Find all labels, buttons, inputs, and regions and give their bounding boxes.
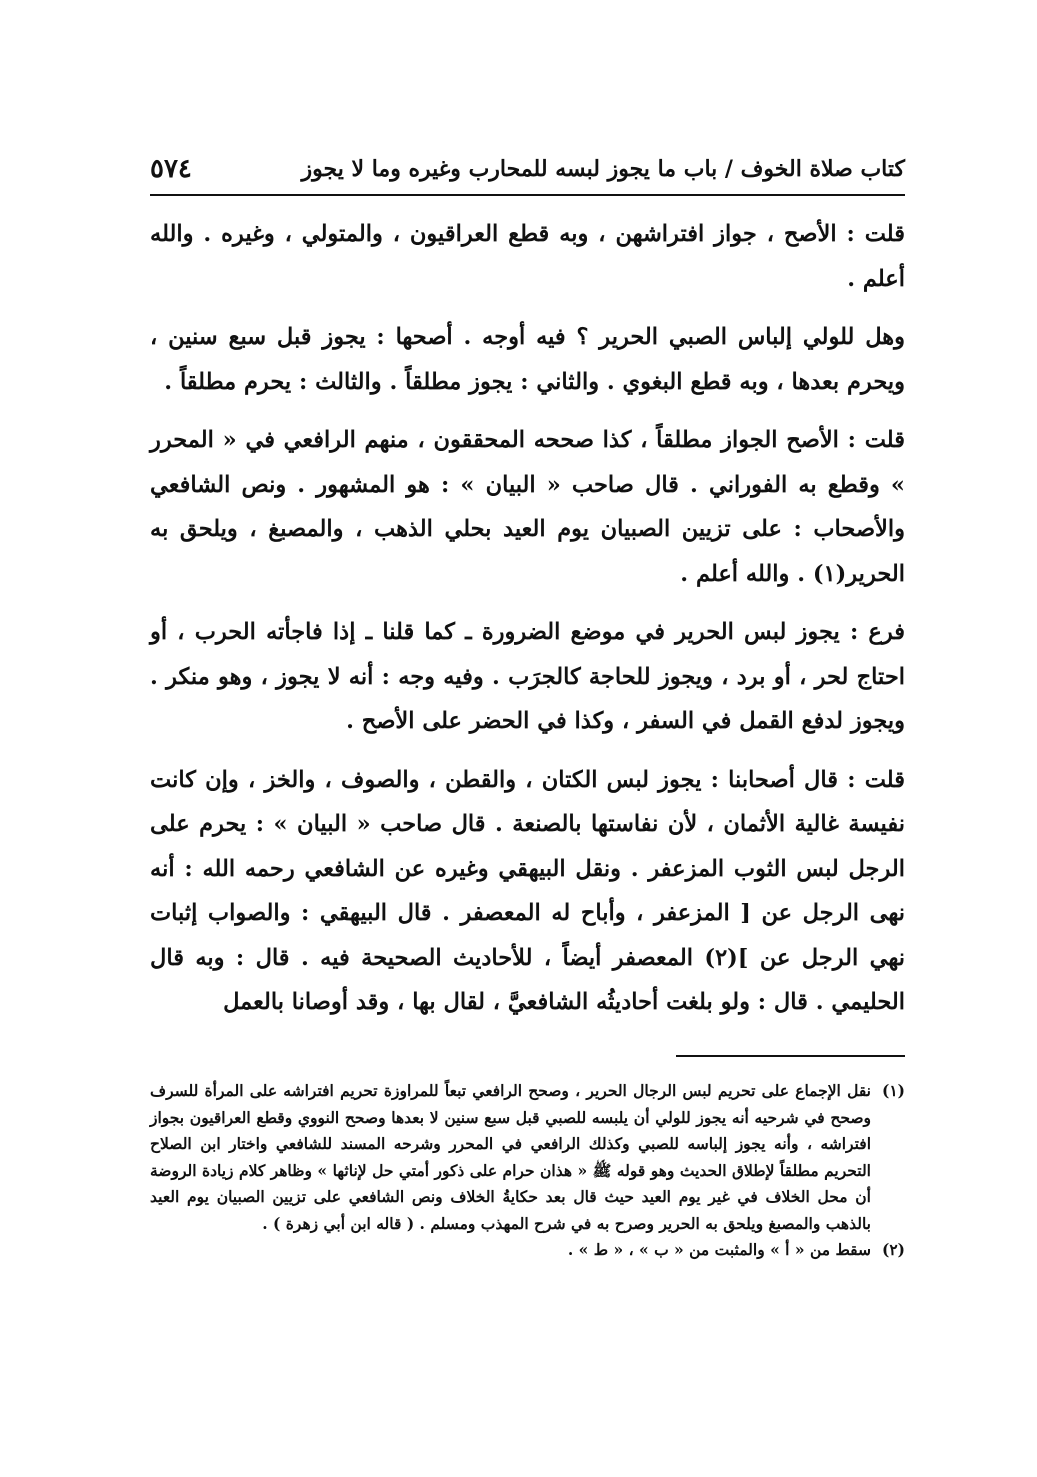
paragraph	[150, 610, 905, 744]
paragraph-lead: قلت :	[846, 221, 906, 247]
footnote	[150, 1078, 905, 1237]
footnote-text: نقل الإجماع على تحريم لبس الرجال الحرير ، وصحح الرافعي تبعاً للمراوزة تحريم افتراشه على المرأة للسرف وصحح في شرحيه أنه يجوز للولي أن يلبسه للصبي قبل سبع سنين لا بعدها وصحح النووي وقطع العراقيون بجواز افتراشه ، وأنه يجوز إلباسه للصبي وكذلك الرافعي في المحرر وشرحه المسند للشافعي واختار ابن الصلاح التحريم مطلقاً لإطلاق الحديث وهو قوله ﷺ « هذان حرام على ذكور أمتي حل لإناثها » وظاهر كلام زيادة الروضة أن محل الخلاف في غير يوم العيد حيث قال بعد حكايةُ الخلاف ونص الشافعي على تزيين الصبيان يوم العيد بالذهب والمصبغ ويلحق به الحرير وصرح به في شرح المهذب ومسلم . ( قاله ابن أبي زهرة ) .	[150, 1081, 871, 1233]
running-title: كتاب صلاة الخوف / باب ما يجوز لبسه للمحارب وغيره وما لا يجوز	[301, 156, 905, 182]
paragraph-lead: قلت :	[847, 766, 905, 793]
paragraph	[150, 212, 905, 301]
paragraph	[150, 315, 905, 404]
paragraph-lead: قلت :	[847, 427, 905, 453]
footnote-number: (١)	[881, 1081, 905, 1100]
page-header	[150, 146, 905, 192]
page-number: ٥٧٤	[150, 154, 192, 184]
paragraph-text: الأصح الجواز مطلقاً ، كذا صححه المحققون ، منهم الرافعي في « المحرر » وقطع به الفوراني . قال صاحب « البيان » : هو المشهور . ونص الشافعي والأصحاب : على تزيين الصبيان يوم العيد بحلي الذهب ، والمصبغ ، ويلحق به الحرير(١) . والله أعلم .	[150, 427, 905, 587]
footnote	[150, 1237, 905, 1264]
paragraph	[150, 758, 905, 1025]
paragraph	[150, 418, 905, 596]
footnote-rule	[676, 1055, 905, 1057]
main-text	[150, 212, 905, 1039]
header-rule	[150, 194, 905, 196]
paragraph-text: وهل للولي إلباس الصبي الحرير ؟ فيه أوجه . أصحها : يجوز قبل سبع سنين ، ويحرم بعدها ، وبه قطع البغوي . والثاني : يجوز مطلقاً . والثالث : يحرم مطلقاً .	[150, 324, 905, 395]
footnote-text: سقط من « أ » والمثبت من « ب » ، « ط » .	[567, 1240, 871, 1259]
paragraph-lead: فرع :	[849, 619, 905, 645]
footnote-number: (٢)	[881, 1240, 905, 1259]
paragraph-text: قال أصحابنا : يجوز لبس الكتان ، والقطن ، والصوف ، والخز ، وإن كانت نفيسة غالية الأثمان ، لأن نفاستها بالصنعة . قال صاحب « البيان » : يحرم على الرجل لبس الثوب المزعفر . ونقل البيهقي وغيره عن الشافعي رحمه الله : أنه نهى الرجل عن [ المزعفر ، وأباح له المعصفر . قال البيهقي : والصواب إثبات نهي الرجل عن ](٢) المعصفر أيضاً ، للأحاديث الصحيحة فيه . قال : وبه قال الحليمي . قال : ولو بلغت أحاديثُه الشافعيَّ ، لقال بها ، وقد أوصانا بالعمل	[150, 766, 906, 1015]
paragraph-text: الأصح ، جواز افتراشهن ، وبه قطع العراقيون ، والمتولي ، وغيره . والله أعلم .	[150, 221, 905, 292]
paragraph-text: يجوز لبس الحرير في موضع الضرورة ـ كما قلنا ـ إذا فاجأته الحرب ، أو احتاج لحر ، أو برد ، ويجوز للحاجة كالجرَب . وفيه وجه : أنه لا يجوز ، وهو منكر . ويجوز لدفع القمل في السفر ، وكذا في الحضر على الأصح .	[150, 619, 905, 734]
footnotes	[150, 1078, 905, 1264]
